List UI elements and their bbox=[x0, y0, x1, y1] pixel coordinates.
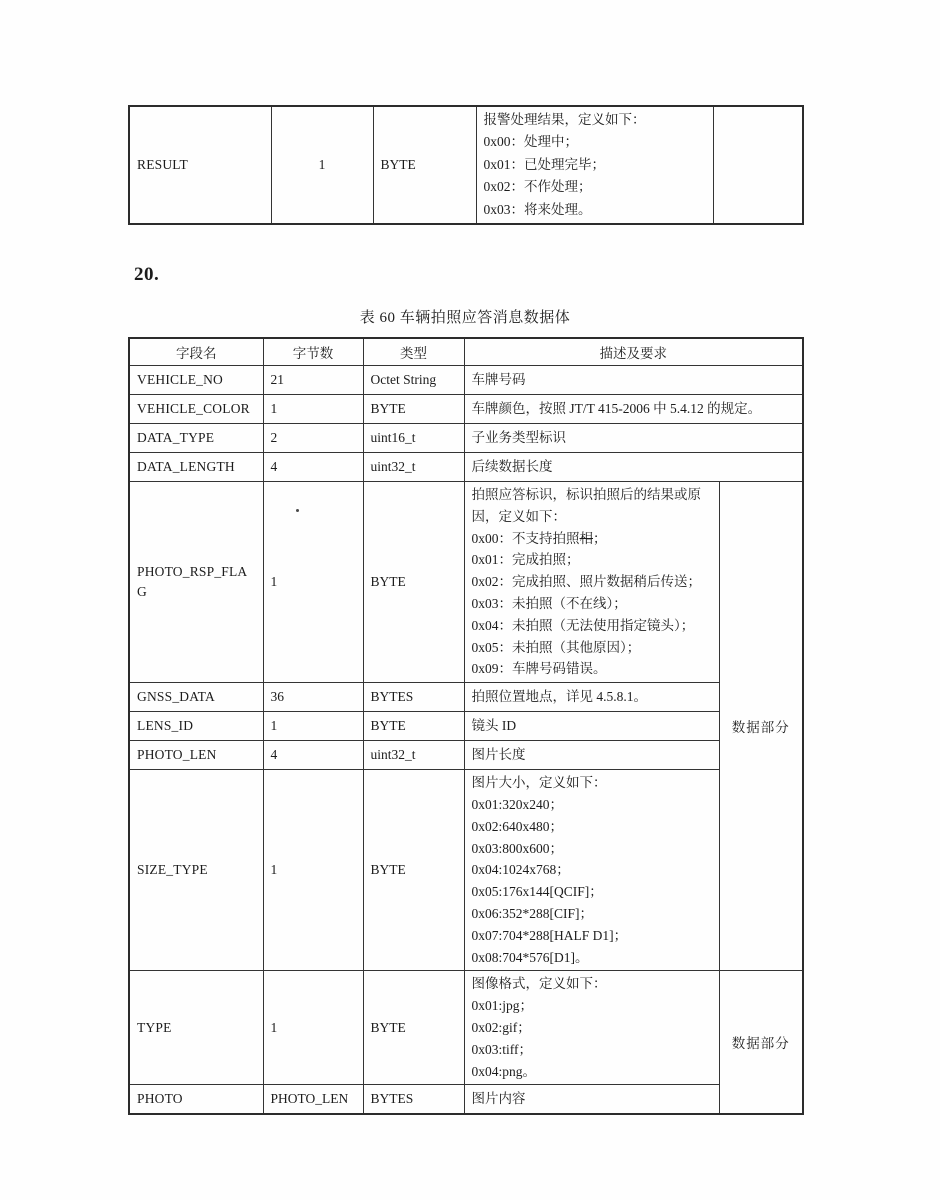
cell-bytes: 1 bbox=[271, 106, 373, 224]
cell-type: Octet String bbox=[363, 366, 464, 395]
description-segment: 0x00：不支持拍照 bbox=[471, 530, 580, 546]
cell-description bbox=[464, 683, 719, 712]
table-row bbox=[129, 106, 803, 224]
table-row bbox=[129, 1085, 803, 1115]
description-line: 0x03：未拍照（不在线）； bbox=[471, 595, 627, 611]
continuation-table bbox=[128, 105, 804, 225]
cell-type: BYTE bbox=[363, 482, 464, 683]
description-line: 图像格式，定义如下： bbox=[471, 976, 607, 992]
description-line: 拍照位置地点，详见 4.5.8.1。 bbox=[471, 689, 647, 705]
description-line: 后续数据长度 bbox=[471, 459, 553, 474]
description-line: 镜头 ID bbox=[471, 718, 517, 734]
header-type: 类型 bbox=[363, 338, 464, 366]
description-line: 车牌颜色，按照 JT/T 415-2006 中 5.4.12 的规定。 bbox=[471, 401, 762, 416]
cell-field: LENS_ID bbox=[129, 712, 263, 741]
table-row bbox=[129, 424, 803, 453]
cell-bytes: 1 bbox=[263, 770, 363, 971]
cell-field: VEHICLE_COLOR bbox=[129, 395, 263, 424]
cell-field: RESULT bbox=[129, 106, 271, 224]
table-row bbox=[129, 971, 803, 1085]
cell-description bbox=[464, 424, 803, 453]
description-line: 0x01：已处理完毕； bbox=[483, 156, 605, 172]
description-line: 0x04:png。 bbox=[471, 1063, 537, 1079]
description-line: 子业务类型标识 bbox=[471, 430, 566, 445]
description-line: 车牌号码 bbox=[471, 372, 526, 387]
table-row bbox=[129, 770, 803, 971]
table-row bbox=[129, 482, 803, 683]
description-segment: ； bbox=[593, 530, 607, 546]
cell-type: BYTE bbox=[373, 106, 476, 224]
cell-field: TYPE bbox=[129, 971, 263, 1085]
cell-field: PHOTO_RSP_FLAG bbox=[129, 482, 263, 683]
cell-bytes: 4 bbox=[263, 453, 363, 482]
cell-description bbox=[464, 366, 803, 395]
description-line: 0x02:gif； bbox=[471, 1019, 531, 1035]
description-line: 0x08:704*576[D1]。 bbox=[471, 949, 589, 965]
description-line: 0x02：不作处理； bbox=[483, 179, 592, 195]
cell-bytes: 1 bbox=[263, 712, 363, 741]
cell-type: BYTE bbox=[363, 971, 464, 1085]
cell-description bbox=[476, 106, 713, 224]
cell-field: PHOTO_LEN bbox=[129, 741, 263, 770]
cell-field: SIZE_TYPE bbox=[129, 770, 263, 971]
cell-bytes: 1 bbox=[263, 971, 363, 1085]
description-line: 0x05:176x144[QCIF]； bbox=[471, 884, 603, 900]
cell-description bbox=[464, 1085, 719, 1115]
description-line: 拍照应答标识，标识拍照后的结果或原 bbox=[471, 487, 701, 502]
description-line: 0x01：完成拍照； bbox=[471, 552, 580, 568]
cell-data-part: 数据部分 bbox=[719, 482, 803, 971]
description-line: 0x02：完成拍照、照片数据稍后传送； bbox=[471, 574, 701, 590]
table-row bbox=[129, 712, 803, 741]
description-line: 报警处理结果，定义如下： bbox=[483, 112, 646, 127]
cell-bytes: 36 bbox=[263, 683, 363, 712]
cell-data-part bbox=[713, 106, 803, 224]
description-line: 0x03：将来处理。 bbox=[483, 201, 592, 217]
description-line: 图片内容 bbox=[471, 1091, 526, 1107]
cell-bytes: 1 bbox=[263, 395, 363, 424]
table-row bbox=[129, 741, 803, 770]
cell-description bbox=[464, 482, 719, 683]
cell-type: BYTE bbox=[363, 395, 464, 424]
cell-type: BYTES bbox=[363, 1085, 464, 1115]
cell-bytes: PHOTO_LEN bbox=[263, 1085, 363, 1115]
description-line: 0x03:tiff； bbox=[471, 1041, 532, 1057]
description-line: 因，定义如下： bbox=[471, 508, 566, 524]
description-line: 0x04:1024x768； bbox=[471, 862, 570, 878]
cell-field: DATA_TYPE bbox=[129, 424, 263, 453]
description-line: 0x05：未拍照（其他原因）； bbox=[471, 639, 641, 655]
table-caption: 表 60 车辆拍照应答消息数据体 bbox=[359, 310, 571, 326]
description-line: 图片大小，定义如下： bbox=[471, 775, 607, 791]
description-line: 0x01:320x240； bbox=[471, 796, 564, 812]
description-line: 0x00：处理中； bbox=[483, 134, 578, 150]
description-line: 0x07:704*288[HALF D1]； bbox=[471, 927, 628, 943]
cell-description bbox=[464, 971, 719, 1085]
scan-speck bbox=[296, 509, 299, 512]
description-line: 0x04：未拍照（无法使用指定镜头）； bbox=[471, 617, 695, 633]
cell-type: uint16_t bbox=[363, 424, 464, 453]
cell-bytes: 2 bbox=[263, 424, 363, 453]
description-line: 图片长度 bbox=[471, 747, 526, 763]
table-row bbox=[129, 366, 803, 395]
table-header-row bbox=[129, 338, 803, 366]
description-line: 0x03:800x600； bbox=[471, 840, 564, 856]
cell-type: BYTE bbox=[363, 712, 464, 741]
cell-description bbox=[464, 741, 719, 770]
description-line bbox=[472, 528, 712, 550]
cell-description bbox=[464, 770, 719, 971]
cell-type: BYTE bbox=[363, 770, 464, 971]
table-row bbox=[129, 453, 803, 482]
description-segment: 相 bbox=[579, 530, 593, 546]
cell-bytes: 1 bbox=[263, 482, 363, 683]
cell-description bbox=[464, 453, 803, 482]
cell-bytes: 4 bbox=[263, 741, 363, 770]
photo-response-table bbox=[128, 337, 804, 1115]
cell-type: uint32_t bbox=[363, 741, 464, 770]
cell-field: PHOTO bbox=[129, 1085, 263, 1115]
cell-description bbox=[464, 395, 803, 424]
header-description: 描述及要求 bbox=[464, 338, 803, 366]
cell-field: VEHICLE_NO bbox=[129, 366, 263, 395]
cell-bytes: 21 bbox=[263, 366, 363, 395]
description-line: 0x01:jpg； bbox=[471, 998, 534, 1014]
header-field-name: 字段名 bbox=[129, 338, 263, 366]
cell-data-part: 数据部分 bbox=[719, 971, 803, 1114]
table-row bbox=[129, 395, 803, 424]
cell-description bbox=[464, 712, 719, 741]
cell-field: GNSS_DATA bbox=[129, 683, 263, 712]
description-line: 0x09：车牌号码错误。 bbox=[471, 661, 607, 677]
cell-type: BYTES bbox=[363, 683, 464, 712]
description-line: 0x06:352*288[CIF]； bbox=[471, 905, 593, 921]
cell-field: DATA_LENGTH bbox=[129, 453, 263, 482]
description-line: 0x02:640x480； bbox=[471, 818, 564, 834]
header-byte-count: 字节数 bbox=[263, 338, 363, 366]
cell-type: uint32_t bbox=[363, 453, 464, 482]
section-number: 20. bbox=[134, 264, 160, 285]
table-row bbox=[129, 683, 803, 712]
